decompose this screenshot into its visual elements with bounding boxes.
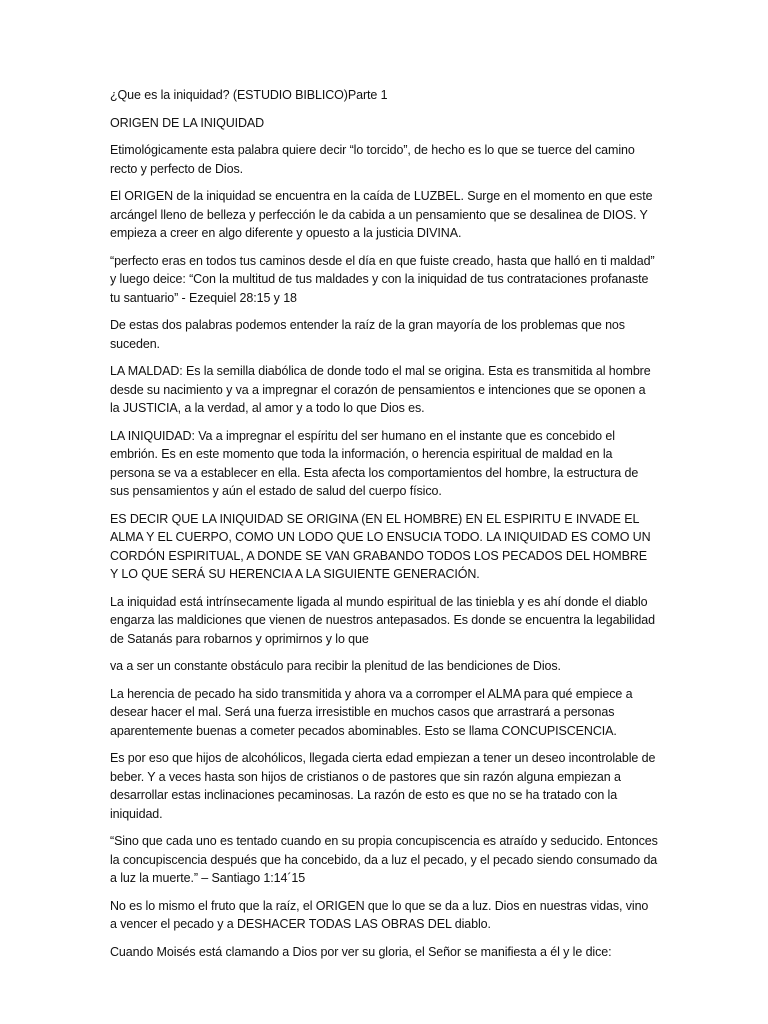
paragraph-etymology: Etimológicamente esta palabra quiere decir “lo torcido”, de hecho es lo que se tuerce del camino recto y perfecto de Dios. [110, 143, 635, 176]
paragraph-inheritance: La herencia de pecado ha sido transmitida y ahora va a corromper el ALMA para qué empiece a desear hacer el mal. Será una fuerza irresistible en muchos casos que arrastrará a personas aparentemente buenas a cometer pecados abominables. Esto se llama CONCUPISCENCIA. [110, 686, 633, 738]
paragraph-moses: Cuando Moisés está clamando a Dios por ver su gloria, el Señor se manifiesta a él y le dice: [110, 944, 612, 959]
paragraph-caps-summary: ES DECIR QUE LA INIQUIDAD SE ORIGINA (EN EL HOMBRE) EN EL ESPIRITU E INVADE EL ALMA Y EL CUERPO, COMO UN LODO QUE LO ENSUCIA TODO. LA INIQUIDAD ES COMO UN CORDÓN ESPIRITUAL, A DONDE SE VAN GRABANDO TODOS LOS PECADOS DEL HOMBRE Y LO QUE SERÁ SU HERENCIA A LA SIGUIENTE GENERACIÓN. [110, 511, 651, 581]
paragraph-ezekiel-quote: “perfecto eras en todos tus caminos desde el día en que fuiste creado, hasta que halló en ti maldad” y luego deice: “Con la multitud de tus maldades y con la iniquidad de tus contrataciones profanaste tu santuario” - Ezequiel 28:15 y 18 [110, 253, 655, 305]
paragraph-la-maldad: LA MALDAD: Es la semilla diabólica de donde todo el mal se origina. Esta es transmitida al hombre desde su nacimiento y va a impregnar el corazón de pensamientos e intenciones que se oponen a la JUSTICIA, a la verdad, al amor y a todo lo que Dios es. [110, 364, 651, 415]
section-heading: ORIGEN DE LA INIQUIDAD [110, 115, 265, 130]
document-title: ¿Que es la iniquidad? (ESTUDIO BIBLICO)Parte 1 [110, 88, 388, 102]
document-body [110, 86, 658, 970]
paragraph-alcoholics: Es por eso que hijos de alcohólicos, llegada cierta edad empiezan a tener un deseo incontrolable de beber. Y a veces hasta son hijos de cristianos o de pastores que sin razón alguna empiezan a desarrollar estas inclinaciones pecaminosas. La razón de esto es que no se ha tratado con la iniquidad. [110, 751, 656, 821]
paragraph-two-words: De estas dos palabras podemos entender la raíz de la gran mayoría de los problemas que nos suceden. [110, 318, 625, 351]
paragraph-origin: El ORIGEN de la iniquidad se encuentra en la caída de LUZBEL. Surge en el momento en que este arcángel lleno de belleza y perfección le da cabida a un pensamiento que se desalinea de DIOS. Y empieza a creer en algo diferente y opuesto a la justicia DIVINA. [110, 189, 653, 240]
paragraph-la-iniquidad: LA INIQUIDAD: Va a impregnar el espíritu del ser humano en el instante que es concebido el embrión. Es en este momento que toda la información, o herencia espiritual de maldad en la persona se va a establecer en ella. Esta afecta los comportamientos del hombre, la estructura de sus pensamientos y aún el estado de salud del cuerpo físico. [110, 428, 639, 498]
paragraph-james-quote: “Sino que cada uno es tentado cuando en su propia concupiscencia es atraído y seducido. Entonces la concupiscencia después que ha concebido, da a luz el pecado, y el pecado siendo consumado da a luz la muerte.” – Santiago 1:14´15 [110, 834, 658, 885]
paragraph-spiritual-world: La iniquidad está intrínsecamente ligada al mundo espiritual de las tiniebla y es ahí donde el diablo engarza las maldiciones que vienen de nuestros antepasados. Es donde se encuentra la legabilidad de Satanás para robarnos y oprimirnos y lo que [110, 594, 655, 646]
paragraph-fruit-root: No es lo mismo el fruto que la raíz, el ORIGEN que lo que se da a luz. Dios en nuestras vidas, vino a vencer el pecado y a DESHACER TODAS LAS OBRAS DEL diablo. [110, 898, 649, 931]
paragraph-obstacle: va a ser un constante obstáculo para recibir la plenitud de las bendiciones de Dios. [110, 659, 561, 673]
